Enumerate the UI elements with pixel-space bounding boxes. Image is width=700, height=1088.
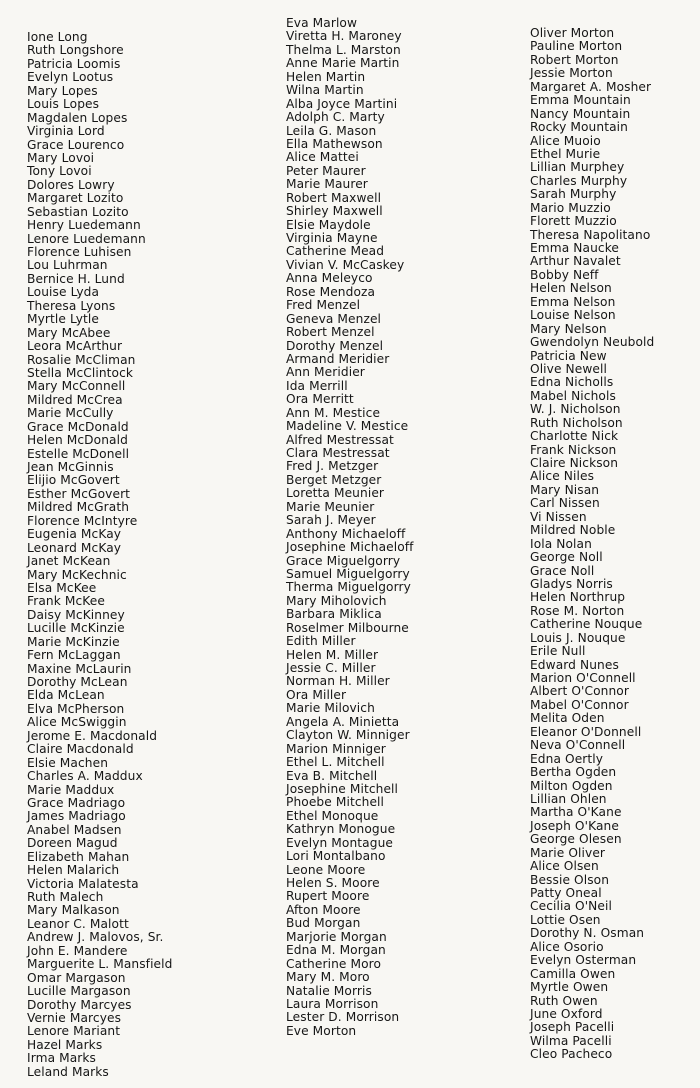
name-entry: Edward Nunes: [530, 657, 619, 672]
name-entry: Milton Ogden: [530, 778, 613, 793]
name-column-1: [27, 31, 172, 1079]
name-entry: Elda McLean: [27, 688, 105, 703]
name-entry: Irma Marks: [27, 1051, 97, 1066]
name-entry: Adolph C. Marty: [286, 110, 385, 125]
name-entry: Neva O'Connell: [530, 738, 626, 753]
name-entry: Marie Maurer: [286, 177, 368, 192]
name-entry: Ora Miller: [286, 687, 347, 702]
name-entry: Florence Luhisen: [27, 245, 132, 259]
name-entry: Alice McSwiggin: [27, 715, 127, 730]
name-entry: Marie Maddux: [27, 782, 115, 797]
name-entry: Gwendolyn Neubold: [530, 335, 655, 350]
name-entry: Oliver Morton: [530, 26, 615, 40]
name-entry: Elsa McKee: [27, 580, 97, 595]
name-entry: Afton Moore: [286, 902, 361, 917]
name-entry: Roselmer Milbourne: [286, 620, 409, 635]
name-entry: Dolores Lowry: [27, 177, 115, 192]
name-entry: Marie Meunier: [286, 499, 375, 514]
name-entry: Fred J. Metzger: [286, 459, 379, 474]
name-entry: Ethel Murie: [530, 146, 601, 161]
name-entry: Margaret Lozito: [27, 191, 124, 206]
name-entry: Helen Martin: [286, 69, 366, 84]
name-entry: Grace Madriago: [27, 795, 126, 810]
name-entry: Barbara Miklica: [286, 607, 382, 622]
name-entry: Arthur Navalet: [530, 254, 621, 269]
name-entry: Claire Macdonald: [27, 742, 134, 757]
name-entry: Dorothy N. Osman: [530, 926, 645, 941]
name-entry: Kathryn Monogue: [286, 822, 396, 837]
name-entry: Myrtle Owen: [530, 980, 609, 995]
name-entry: Geneva Menzel: [286, 311, 382, 326]
name-entry: Mary M. Moro: [286, 970, 370, 985]
name-column-3: [530, 27, 654, 1062]
name-entry: Mary McConnell: [27, 379, 126, 394]
name-entry: Ruth Malech: [27, 890, 104, 904]
name-entry: Carl Nissen: [530, 496, 600, 511]
name-entry: Rose Mendoza: [286, 284, 376, 299]
name-entry: Laura Morrison: [286, 996, 379, 1011]
name-entry: Ida Merrill: [286, 378, 348, 393]
name-entry: Jean McGinnis: [27, 460, 114, 474]
name-entry: Theresa Lyons: [27, 298, 116, 313]
name-entry: Grace Miguelgorry: [286, 553, 401, 568]
name-entry: Eva Marlow: [286, 16, 358, 30]
name-entry: Martha O'Kane: [530, 805, 622, 820]
name-entry: Natalie Morris: [286, 983, 372, 998]
name-entry: Alice Niles: [530, 469, 595, 484]
name-entry: Robert Menzel: [286, 325, 375, 340]
name-entry: Victoria Malatesta: [27, 876, 139, 891]
name-entry: Mary Nisan: [530, 482, 600, 497]
name-entry: Catherine Moro: [286, 956, 382, 971]
name-entry: Louis Lopes: [27, 97, 100, 112]
name-entry: Elsie Maydole: [286, 217, 371, 232]
name-entry: Edna Nicholls: [530, 375, 614, 390]
name-entry: Evelyn Lootus: [27, 70, 114, 85]
name-entry: Sarah Murphy: [530, 187, 617, 202]
name-entry: Viretta H. Maroney: [286, 29, 402, 44]
name-entry: Eugenia McKay: [27, 527, 122, 542]
name-entry: Mary Lovoi: [27, 150, 95, 165]
name-entry: Charles Murphy: [530, 173, 628, 188]
name-entry: Anthony Michaeloff: [286, 526, 406, 541]
name-entry: W. J. Nicholson: [530, 402, 621, 417]
name-entry: Mildred Noble: [530, 523, 616, 538]
name-entry: Lucille McKinzie: [27, 621, 125, 636]
name-entry: Marion O'Connell: [530, 671, 636, 685]
name-entry: Mario Muzzio: [530, 200, 611, 215]
name-entry: Josephine Michaeloff: [286, 540, 414, 555]
name-entry: Ruth Longshore: [27, 43, 124, 58]
name-entry: Cecilia O'Neil: [530, 899, 612, 914]
name-entry: Virginia Mayne: [286, 231, 378, 245]
name-entry: Ruth Owen: [530, 993, 598, 1008]
name-entry: Lenore Mariant: [27, 1024, 121, 1039]
name-entry: Marjorie Morgan: [286, 929, 387, 944]
name-entry: Florence McIntyre: [27, 513, 138, 528]
name-entry: Phoebe Mitchell: [286, 795, 385, 810]
name-entry: Elizabeth Mahan: [27, 849, 130, 864]
name-entry: Myrtle Lytle: [27, 312, 100, 327]
name-entry: Anne Marie Martin: [286, 56, 400, 71]
name-entry: Alice Osorio: [530, 939, 604, 954]
name-entry: Helen McDonald: [27, 433, 128, 448]
name-entry: Virginia Lord: [27, 124, 105, 139]
name-entry: Anabel Madsen: [27, 822, 122, 837]
name-entry: Bud Morgan: [286, 916, 361, 931]
name-entry: Dorothy McLean: [27, 675, 128, 689]
name-entry: Tony Lovoi: [27, 164, 92, 179]
name-entry: Ann M. Mestice: [286, 405, 381, 420]
name-entry: Shirley Maxwell: [286, 204, 383, 219]
name-entry: Gladys Norris: [530, 576, 613, 591]
name-entry: Ella Mathewson: [286, 136, 383, 151]
name-entry: Louise Nelson: [530, 308, 616, 323]
name-entry: Leland Marks: [27, 1064, 109, 1079]
name-entry: Bernice H. Lund: [27, 271, 125, 286]
name-entry: Margaret A. Mosher: [530, 79, 652, 94]
name-entry: Rupert Moore: [286, 889, 370, 904]
name-entry: Helen S. Moore: [286, 876, 380, 890]
name-entry: George Noll: [530, 550, 603, 565]
name-entry: Doreen Magud: [27, 836, 118, 851]
name-entry: Joseph Pacelli: [530, 1020, 615, 1035]
name-entry: Leora McArthur: [27, 339, 123, 354]
name-entry: Rose M. Norton: [530, 603, 625, 618]
name-entry: Eleanor O'Donnell: [530, 724, 642, 739]
name-entry: Ethel Monoque: [286, 808, 379, 823]
name-entry: Erile Null: [530, 644, 586, 659]
name-entry: Mildred McGrath: [27, 500, 130, 515]
name-entry: Loretta Meunier: [286, 486, 385, 501]
name-entry: Norman H. Miller: [286, 674, 390, 689]
name-entry: Dorothy Marcyes: [27, 997, 132, 1012]
name-entry: Lester D. Morrison: [286, 1010, 400, 1025]
name-entry: Ethel L. Mitchell: [286, 755, 385, 770]
name-entry: Grace McDonald: [27, 419, 129, 434]
name-entry: Robert Maxwell: [286, 190, 382, 205]
name-entry: Eve Morton: [286, 1023, 357, 1038]
name-entry: Mary Lopes: [27, 83, 98, 98]
name-entry: Leone Moore: [286, 862, 366, 877]
name-entry: Mildred McCrea: [27, 392, 123, 407]
name-entry: Mary McAbee: [27, 325, 111, 340]
name-entry: Emma Naucke: [530, 241, 620, 255]
name-column-2: [286, 17, 414, 1038]
name-entry: Estelle McDonell: [27, 446, 130, 461]
name-entry: Maxine McLaurin: [27, 661, 132, 676]
name-entry: Camilla Owen: [530, 966, 616, 981]
name-entry: Lou Luhrman: [27, 258, 108, 273]
name-entry: Lillian Murphey: [530, 160, 625, 175]
name-entry: Catherine Nouque: [530, 617, 643, 632]
name-entry: Ione Long: [27, 30, 88, 44]
name-entry: Mabel Nichols: [530, 388, 616, 403]
name-entry: Claire Nickson: [530, 456, 619, 470]
name-entry: Marie Oliver: [530, 845, 606, 860]
name-entry: Bertha Ogden: [530, 765, 617, 780]
name-entry: Ruth Nicholson: [530, 415, 623, 430]
name-entry: Anna Meleyco: [286, 271, 373, 286]
name-entry: Janet McKean: [27, 554, 111, 569]
name-entry: Cleo Pacheco: [530, 1047, 613, 1062]
name-entry: Alfred Mestressat: [286, 432, 394, 447]
name-entry: Edna Oertly: [530, 751, 604, 766]
name-entry: Catherine Mead: [286, 244, 385, 259]
name-entry: Elsie Machen: [27, 755, 109, 770]
name-entry: Alice Mattei: [286, 150, 359, 165]
name-entry: Alice Olsen: [530, 859, 599, 874]
name-entry: John E. Mandere: [27, 943, 128, 958]
name-entry: Lucille Margason: [27, 984, 131, 999]
name-entry: Omar Margason: [27, 970, 126, 985]
name-entry: Berget Metzger: [286, 472, 382, 487]
name-entry: Lottie Osen: [530, 912, 601, 927]
name-entry: Helen Nelson: [530, 281, 612, 296]
name-entry: Elijio McGovert: [27, 473, 120, 488]
name-entry: Ora Merritt: [286, 392, 354, 407]
name-entry: Helen M. Miller: [286, 647, 379, 662]
name-entry: Helen Malarich: [27, 863, 120, 878]
name-entry: Patricia New: [530, 348, 607, 363]
name-entry: Wilma Pacelli: [530, 1033, 612, 1048]
name-entry: Madeline V. Mestice: [286, 419, 409, 434]
name-entry: Elva McPherson: [27, 701, 125, 716]
name-entry: Emma Mountain: [530, 93, 631, 108]
name-entry: Rosalie McCliman: [27, 352, 136, 367]
name-entry: Iola Nolan: [530, 536, 592, 551]
name-entry: Jerome E. Macdonald: [27, 728, 158, 743]
name-entry: Clayton W. Minniger: [286, 728, 410, 743]
name-entry: Patty Oneal: [530, 886, 602, 900]
name-entry: Stella McClintock: [27, 365, 134, 380]
name-entry: Lenore Luedemann: [27, 231, 146, 246]
name-entry: Helen Northrup: [530, 590, 626, 605]
name-entry: Mary Miholovich: [286, 593, 387, 608]
name-entry: Albert O'Connor: [530, 684, 629, 699]
name-entry: Fern McLaggan: [27, 648, 121, 663]
name-entry: Robert Morton: [530, 52, 619, 67]
name-entry: Jessie Morton: [530, 66, 613, 81]
name-entry: Alba Joyce Martini: [286, 96, 398, 111]
name-entry: Hazel Marks: [27, 1037, 103, 1052]
name-entry: Vi Nissen: [530, 509, 587, 524]
name-entry: Pauline Morton: [530, 39, 623, 54]
name-entry: Nancy Mountain: [530, 106, 631, 121]
name-entry: Emma Nelson: [530, 294, 616, 309]
name-entry: Mary Malkason: [27, 903, 120, 918]
name-entry: Evelyn Montague: [286, 835, 394, 850]
name-entry: Edna M. Morgan: [286, 943, 386, 958]
name-entry: Henry Luedemann: [27, 218, 141, 233]
name-entry: Charlotte Nick: [530, 429, 619, 444]
name-entry: Sebastian Lozito: [27, 204, 129, 219]
name-entry: Leila G. Mason: [286, 123, 377, 138]
name-entry: Therma Miguelgorry: [286, 580, 411, 595]
name-entry: Jessie C. Miller: [286, 661, 376, 675]
name-entry: Mabel O'Connor: [530, 697, 629, 712]
name-entry: Patricia Loomis: [27, 56, 121, 71]
name-entry: Vivian V. McCaskey: [286, 257, 405, 272]
name-entry: Marie Milovich: [286, 701, 375, 716]
name-entry: Fred Menzel: [286, 298, 361, 313]
name-entry: Edith Miller: [286, 634, 356, 649]
name-entry: Alice Muoio: [530, 133, 601, 148]
name-entry: Marie McCully: [27, 406, 114, 421]
name-entry: Andrew J. Malovos, Sr.: [27, 930, 164, 945]
name-entry: Marie McKinzie: [27, 634, 120, 649]
name-entry: Dorothy Menzel: [286, 338, 384, 353]
name-entry: Lori Montalbano: [286, 849, 386, 864]
name-entry: Mary McKechnic: [27, 567, 127, 582]
name-entry: Thelma L. Marston: [286, 42, 401, 57]
name-entry: Frank McKee: [27, 594, 105, 609]
name-entry: Louis J. Nouque: [530, 630, 626, 645]
name-entry: Esther McGovert: [27, 486, 131, 501]
name-entry: Marguerite L. Mansfield: [27, 957, 173, 972]
name-entry: George Olesen: [530, 832, 622, 847]
name-entry: Mary Nelson: [530, 321, 607, 336]
name-entry: Rocky Mountain: [530, 120, 628, 135]
name-entry: Marion Minniger: [286, 741, 386, 756]
name-entry: Clara Mestressat: [286, 446, 390, 460]
name-entry: Olive Newell: [530, 361, 608, 376]
name-entry: Eva B. Mitchell: [286, 768, 378, 783]
name-entry: Theresa Napolitano: [530, 227, 651, 242]
name-entry: Louise Lyda: [27, 285, 100, 300]
name-entry: June Oxford: [530, 1006, 603, 1021]
name-entry: Angela A. Minietta: [286, 714, 400, 729]
name-entry: Grace Noll: [530, 563, 595, 578]
name-entry: Josephine Mitchell: [286, 781, 399, 796]
name-entry: Florett Muzzio: [530, 214, 617, 229]
name-entry: Frank Nickson: [530, 442, 617, 457]
name-entry: Ann Meridier: [286, 365, 365, 380]
name-entry: Armand Meridier: [286, 351, 390, 366]
name-entry: Vernie Marcyes: [27, 1010, 122, 1025]
name-entry: Peter Maurer: [286, 163, 366, 178]
name-entry: Leanor C. Malott: [27, 916, 129, 931]
name-entry: Samuel Miguelgorry: [286, 566, 410, 581]
name-entry: Grace Lourenco: [27, 137, 125, 152]
name-entry: Melita Oden: [530, 711, 605, 726]
name-entry: Wilna Martin: [286, 83, 364, 98]
name-entry: Sarah J. Meyer: [286, 513, 376, 528]
name-entry: Daisy McKinney: [27, 607, 125, 622]
name-entry: Joseph O'Kane: [530, 818, 619, 833]
name-entry: Bessie Olson: [530, 872, 610, 887]
name-entry: James Madriago: [27, 809, 126, 824]
name-entry: Lillian Ohlen: [530, 791, 607, 806]
name-entry: Leonard McKay: [27, 540, 122, 555]
name-entry: Magdalen Lopes: [27, 110, 128, 125]
name-entry: Evelyn Osterman: [530, 953, 637, 968]
name-entry: Bobby Neff: [530, 267, 599, 282]
name-entry: Charles A. Maddux: [27, 769, 143, 784]
